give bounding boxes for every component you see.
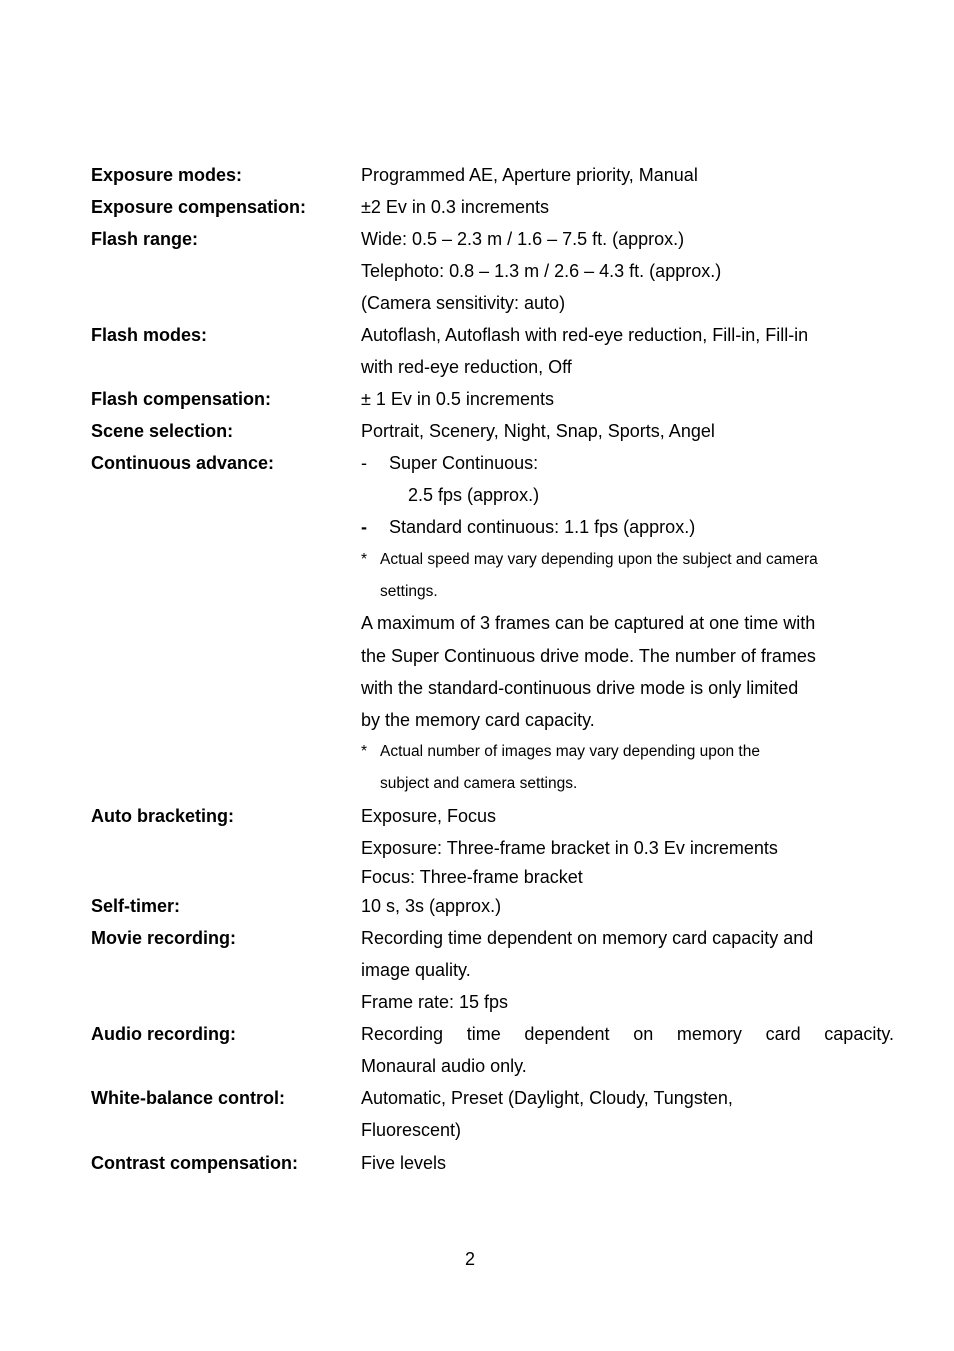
spec-value-exposure-compensation: ±2 Ev in 0.3 increments (361, 197, 549, 217)
spec-label-flash-range: Flash range: (91, 229, 199, 249)
note-speed-line: Actual speed may vary depending upon the subject and camera (380, 551, 818, 568)
spec-value-exposure-modes: Programmed AE, Aperture priority, Manual (361, 165, 698, 185)
note-speed-line: settings. (380, 583, 438, 600)
spec-label-white-balance: White-balance control: (91, 1088, 286, 1108)
spec-value-flash-modes-line: with red-eye reduction, Off (361, 357, 572, 377)
note-asterisk: * (361, 551, 368, 568)
continuous-advance-paragraph-line: with the standard-continuous drive mode is only limited (361, 678, 799, 698)
spec-value-contrast-compensation: Five levels (361, 1153, 447, 1173)
spec-label-flash-modes: Flash modes: (91, 325, 208, 345)
note-asterisk: * (361, 743, 368, 760)
spec-value-flash-range-wide: Wide: 0.5 – 2.3 m / 1.6 – 7.5 ft. (approx.) (361, 229, 685, 249)
spec-label-exposure-compensation: Exposure compensation: (91, 197, 307, 217)
spec-value-movie-recording-line: image quality. (361, 960, 471, 980)
spec-label-exposure-modes: Exposure modes: (91, 165, 243, 185)
continuous-advance-paragraph-line: the Super Continuous drive mode. The number of frames (361, 646, 816, 666)
spec-value-flash-range-sensitivity: (Camera sensitivity: auto) (361, 293, 566, 313)
spec-label-scene-selection: Scene selection: (91, 421, 234, 441)
spec-value-scene-selection: Portrait, Scenery, Night, Snap, Sports, Angel (361, 421, 715, 441)
spec-label-audio-recording: Audio recording: (91, 1024, 236, 1044)
spec-label-self-timer: Self-timer: (91, 896, 181, 916)
spec-label-movie-recording: Movie recording: (91, 928, 237, 948)
spec-label-flash-compensation: Flash compensation: (91, 389, 272, 409)
continuous-advance-standard: Standard continuous: 1.1 fps (approx.) (389, 517, 696, 537)
spec-label-contrast-compensation: Contrast compensation: (91, 1153, 299, 1173)
note-images-line: subject and camera settings. (380, 775, 578, 792)
spec-value-auto-bracketing-line: Focus: Three-frame bracket (361, 867, 583, 887)
bullet-dash: - (361, 517, 367, 537)
spec-value-flash-compensation: ± 1 Ev in 0.5 increments (361, 389, 554, 409)
page-number: 2 (464, 1249, 475, 1269)
continuous-advance-super-rate: 2.5 fps (approx.) (408, 485, 540, 505)
continuous-advance-paragraph-line: by the memory card capacity. (361, 710, 595, 730)
spec-label-auto-bracketing: Auto bracketing: (91, 806, 235, 826)
spec-value-auto-bracketing-line: Exposure, Focus (361, 806, 497, 826)
spec-value-audio-recording-line: Monaural audio only. (361, 1056, 527, 1076)
spec-value-auto-bracketing-line: Exposure: Three-frame bracket in 0.3 Ev increments (361, 838, 778, 858)
bullet-dash: - (361, 453, 367, 473)
spec-value-white-balance-line: Automatic, Preset (Daylight, Cloudy, Tungsten, (361, 1088, 733, 1108)
spec-value-self-timer: 10 s, 3s (approx.) (361, 896, 502, 916)
spec-value-flash-range-telephoto: Telephoto: 0.8 – 1.3 m / 2.6 – 4.3 ft. (approx.) (361, 261, 722, 281)
spec-value-movie-recording-line: Recording time dependent on memory card capacity and (361, 928, 814, 948)
spec-value-white-balance-line: Fluorescent) (361, 1120, 462, 1140)
continuous-advance-super-label: Super Continuous: (389, 453, 539, 473)
spec-value-flash-modes-line: Autoflash, Autoflash with red-eye reduction, Fill-in, Fill-in (361, 325, 809, 345)
continuous-advance-paragraph-line: A maximum of 3 frames can be captured at one time with (361, 613, 816, 633)
note-images-line: Actual number of images may vary depending upon the (380, 743, 760, 760)
spec-value-movie-recording-line: Frame rate: 15 fps (361, 992, 509, 1012)
spec-value-audio-recording-line: Recording time dependent on memory card capacity. (361, 1024, 894, 1044)
spec-label-continuous-advance: Continuous advance: (91, 453, 275, 473)
